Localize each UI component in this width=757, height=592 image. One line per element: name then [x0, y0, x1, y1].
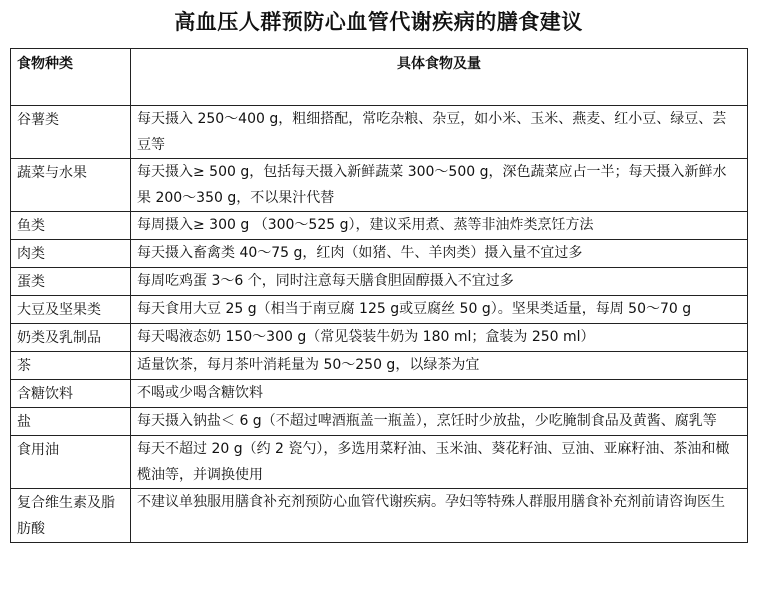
row-category: 复合维生素及脂肪酸	[11, 489, 131, 543]
table-row	[11, 212, 748, 240]
row-category: 奶类及乳制品	[11, 324, 131, 352]
row-category: 含糖饮料	[11, 380, 131, 408]
row-detail: 不建议单独服用膳食补充剂预防心血管代谢疾病。孕妇等特殊人群服用膳食补充剂前请咨询医生	[131, 489, 748, 543]
table-row	[11, 240, 748, 268]
table-row	[11, 489, 748, 543]
row-detail: 每周摄入≥ 300 g （300～525 g），建议采用煮、蒸等非油炸类烹饪方法	[131, 212, 748, 240]
row-category: 蔬菜与水果	[11, 159, 131, 212]
row-category: 盐	[11, 408, 131, 436]
row-detail: 适量饮茶，每月茶叶消耗量为 50～250 g，以绿茶为宜	[131, 352, 748, 380]
header-detail: 具体食物及量	[131, 49, 748, 106]
table-row	[11, 268, 748, 296]
row-category: 谷薯类	[11, 106, 131, 159]
table-row	[11, 324, 748, 352]
row-detail: 每天食用大豆 25 g（相当于南豆腐 125 g或豆腐丝 50 g）。坚果类适量，每周 50～70 g	[131, 296, 748, 324]
row-detail: 每天摄入畜禽类 40～75 g，红肉（如猪、牛、羊肉类）摄入量不宜过多	[131, 240, 748, 268]
row-category: 蛋类	[11, 268, 131, 296]
row-category: 大豆及坚果类	[11, 296, 131, 324]
table-row	[11, 436, 748, 489]
header-category: 食物种类	[11, 49, 131, 106]
table-row	[11, 380, 748, 408]
row-detail: 每天摄入钠盐＜ 6 g（不超过啤酒瓶盖一瓶盖），烹饪时少放盐，少吃腌制食品及黄酱、腐乳等	[131, 408, 748, 436]
row-category: 茶	[11, 352, 131, 380]
row-detail: 每天摄入 250～400 g，粗细搭配，常吃杂粮、杂豆，如小米、玉米、燕麦、红小豆、绿豆、芸豆等	[131, 106, 748, 159]
row-category: 鱼类	[11, 212, 131, 240]
table-row	[11, 106, 748, 159]
table-row	[11, 352, 748, 380]
row-detail: 每周吃鸡蛋 3～6 个，同时注意每天膳食胆固醇摄入不宜过多	[131, 268, 748, 296]
table-row	[11, 296, 748, 324]
row-detail: 不喝或少喝含糖饮料	[131, 380, 748, 408]
row-detail: 每天摄入≥ 500 g，包括每天摄入新鲜蔬菜 300～500 g，深色蔬菜应占一半；每天摄入新鲜水果 200～350 g，不以果汁代替	[131, 159, 748, 212]
table-row	[11, 159, 748, 212]
diet-recommendation-table	[10, 48, 748, 543]
table-row	[11, 408, 748, 436]
page-title: 高血压人群预防心血管代谢疾病的膳食建议	[174, 10, 583, 34]
table-header-row	[11, 49, 748, 106]
row-category: 肉类	[11, 240, 131, 268]
row-detail: 每天喝液态奶 150～300 g（常见袋装牛奶为 180 ml；盒装为 250 ml）	[131, 324, 748, 352]
row-category: 食用油	[11, 436, 131, 489]
row-detail: 每天不超过 20 g（约 2 瓷勺），多选用菜籽油、玉米油、葵花籽油、豆油、亚麻籽油、茶油和橄榄油等，并调换使用	[131, 436, 748, 489]
